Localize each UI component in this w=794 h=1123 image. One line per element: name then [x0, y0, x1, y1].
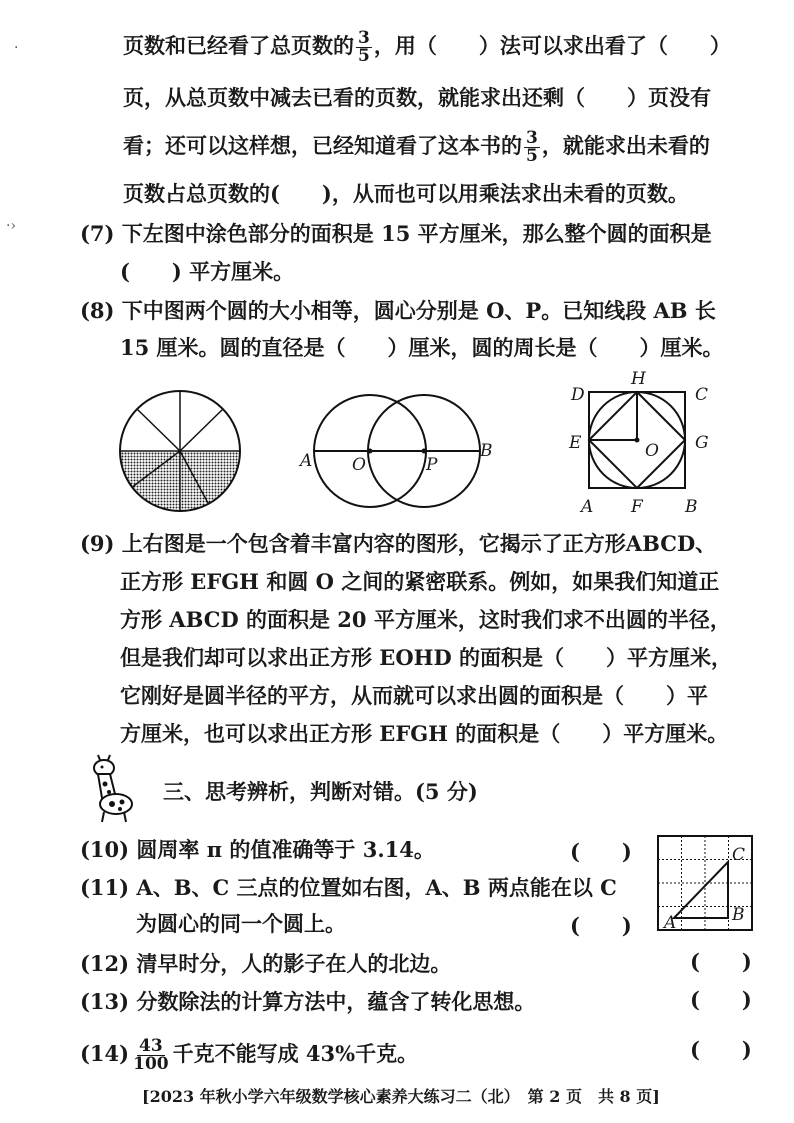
- page-footer: [2023 年秋小学六年级数学核心素养大练习二（北） 第 2 页 共 8 页]: [142, 1087, 660, 1106]
- label-a2: A: [581, 497, 594, 517]
- q9-line-1: (9) 上右图是一个包含着丰富内容的图形，它揭示了正方形ABCD、: [80, 531, 717, 556]
- q10-text: (10) 圆周率 π 的值准确等于 3.14。: [80, 837, 435, 862]
- q9-line-4: 但是我们却可以求出正方形 EOHD 的面积是（ ）平方厘米，: [120, 645, 732, 670]
- two-circles-figure: [290, 388, 500, 518]
- q10-answer-paren[interactable]: ( ): [570, 839, 632, 864]
- label-grid-c: C: [732, 845, 746, 865]
- q14-answer-paren[interactable]: ( ): [690, 1037, 752, 1062]
- grid-abc-figure: [656, 834, 756, 934]
- center-p-dot: [422, 449, 427, 454]
- label-c: C: [695, 385, 709, 405]
- triangle-abc: [674, 862, 728, 918]
- q6-line-1: 页数和已经看了总页数的 $\frac{3}{5}$ ，用（ ）法可以求出看了（ ）: [123, 28, 731, 66]
- q13-answer-paren[interactable]: ( ): [690, 987, 752, 1012]
- q6-line-4: 页数占总页数的( )，从而也可以用乘法求出未看的页数。: [123, 181, 689, 206]
- q12-text: (12) 清早时分，人的影子在人的北边。: [80, 951, 452, 976]
- label-b2: B: [685, 497, 698, 517]
- label-h: H: [631, 370, 646, 389]
- label-e: E: [569, 433, 582, 453]
- label-a: A: [300, 451, 313, 471]
- q14-line: (14) $\frac{43}{100}$ 千克不能写成 43%千克。: [80, 1036, 419, 1074]
- label-grid-a: A: [664, 913, 677, 933]
- fraction-3-5: $\frac{3}{5}$: [358, 28, 370, 66]
- q6-line-2: 页，从总页数中减去已看的页数，就能求出还剩（ ）页没有: [123, 85, 711, 110]
- q6-line-3: 看；还可以这样想，已经知道看了这本书的 $\frac{3}{5}$ ，就能求出未看的: [123, 128, 710, 166]
- q11-line-1: (11) A、B、C 三点的位置如右图，A、B 两点能在以 C: [80, 875, 617, 900]
- fraction-43-100: $\frac{43}{100}$: [133, 1036, 169, 1074]
- label-f: F: [631, 497, 643, 517]
- label-grid-b: B: [732, 905, 745, 925]
- shaded-circle-figure: [115, 386, 245, 516]
- q13-text: (13) 分数除法的计算方法中，蕴含了转化思想。: [80, 989, 536, 1014]
- q8-line-2: 15 厘米。圆的直径是（ ）厘米，圆的周长是（ ）厘米。: [120, 335, 724, 360]
- q11-answer-paren[interactable]: ( ): [570, 913, 632, 938]
- q7-line-1: (7) 下左图中涂色部分的面积是 15 平方厘米，那么整个圆的面积是: [80, 221, 712, 246]
- q9-line-3: 方形 ABCD 的面积是 20 平方厘米，这时我们求不出圆的半径，: [120, 607, 731, 632]
- squares-circle-figure: [565, 370, 730, 520]
- label-d: D: [571, 385, 585, 405]
- label-o: O: [352, 455, 366, 475]
- q7-line-2: ( ) 平方厘米。: [120, 259, 295, 284]
- label-g: G: [695, 433, 709, 453]
- center-o-dot: [368, 449, 373, 454]
- q9-line-6: 方厘米，也可以求出正方形 EFGH 的面积是（ ）平方厘米。: [120, 721, 729, 746]
- center-o-dot-2: [635, 438, 640, 443]
- section-3-heading: 三、思考辨析，判断对错。(5 分): [163, 779, 478, 804]
- scan-speck-1: ·: [14, 40, 19, 56]
- q12-answer-paren[interactable]: ( ): [690, 949, 752, 974]
- fraction-3-5-b: $\frac{3}{5}$: [526, 128, 538, 166]
- scan-speck-2: ·›: [6, 218, 17, 234]
- label-p: P: [426, 455, 438, 475]
- giraffe-mascot-icon: [82, 754, 142, 824]
- q9-line-5: 它刚好是圆半径的平方，从而就可以求出圆的面积是（ ）平: [120, 683, 708, 708]
- label-o2: O: [645, 441, 659, 461]
- q8-line-1: (8) 下中图两个圆的大小相等，圆心分别是 O、P。已知线段 AB 长: [80, 298, 716, 323]
- q9-line-2: 正方形 EFGH 和圆 O 之间的紧密联系。例如，如果我们知道正: [120, 569, 720, 594]
- q11-line-2: 为圆心的同一个圆上。: [136, 911, 346, 936]
- label-b: B: [480, 441, 493, 461]
